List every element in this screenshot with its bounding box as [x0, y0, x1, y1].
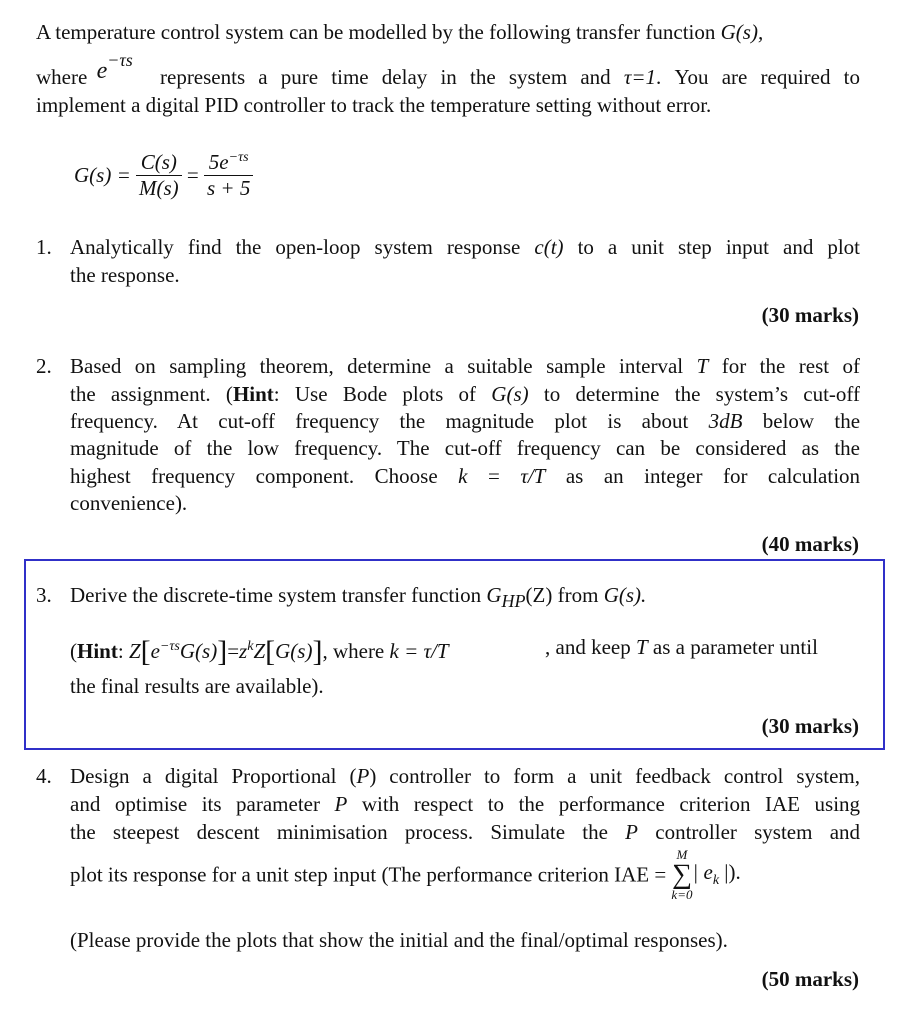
q1-number: 1. — [36, 235, 52, 259]
q3-hint-z-power: k — [247, 639, 254, 654]
tf-numerator-2 — [204, 150, 253, 175]
intro-line-2 — [36, 50, 133, 92]
q2-text-2a: the assignment. ( — [70, 382, 233, 406]
q4-sum-lower: k=0 — [671, 887, 693, 902]
q2-text-5b: as an integer for calculation — [565, 464, 861, 488]
q2-hint: Hint — [232, 382, 274, 406]
q3-Z: (Z) — [525, 583, 553, 607]
q3-marks: (30 marks) — [761, 714, 859, 738]
q3-text-1a: Derive the discrete-time system transfer function — [70, 583, 482, 607]
q3-hint-Z2: Z — [253, 639, 266, 663]
q4-text-2a: and optimise its parameter — [70, 792, 320, 816]
q2-text-3a: frequency. At cut-off frequency the magnitude plot is about — [70, 409, 689, 433]
q2-text-2b: : Use Bode plots of — [273, 382, 477, 406]
q3-hint-where: , where — [322, 639, 385, 663]
q2-equals: = — [487, 464, 500, 488]
q3-line-1 — [70, 582, 646, 615]
tf-fraction-1 — [136, 150, 182, 201]
tf-num2-power: −τs — [228, 150, 249, 165]
intro-where: where — [36, 65, 88, 89]
q1-line-2: the response. — [70, 263, 180, 287]
intro-exp-base: e — [96, 58, 108, 84]
intro-text-2a: represents a pure time delay in the system and — [160, 65, 611, 89]
q2-3db: 3dB — [708, 409, 743, 433]
tf-equals: = — [186, 163, 199, 187]
q3-hint-equals: = — [227, 639, 240, 663]
q2-ratio: τ/T — [520, 464, 546, 488]
q4-sum-subscript: k — [712, 873, 720, 889]
q4-P-2: P — [334, 792, 348, 816]
q2-text-2c: to determine the system’s cut-off — [543, 382, 861, 406]
q4-text-4a: plot its response for a unit step input (The performance criterion IAE = — [70, 862, 667, 887]
q3-G: G — [486, 583, 502, 607]
q1-text-1b: to a unit step input and plot — [577, 235, 861, 259]
q4-text-1b: ) controller to form a unit feedback control system, — [369, 764, 860, 788]
q4-P-1: P — [356, 764, 370, 788]
q3-line-3: the final results are available). — [70, 674, 324, 698]
q1-marks: (30 marks) — [761, 303, 859, 327]
q4-line-1 — [70, 763, 860, 790]
q4-marks: (50 marks) — [761, 967, 859, 991]
q4-sum-term: | e — [692, 860, 713, 885]
q3-hint-colon: : — [117, 639, 124, 663]
q2-line-6: convenience). — [70, 491, 188, 515]
transfer-function — [74, 150, 253, 201]
tf-fraction-2 — [204, 150, 253, 201]
intro-tau: τ=1 — [623, 65, 657, 89]
q3-hint-tail — [545, 630, 818, 664]
q4-text-3a: the steepest descent minimisation process. Simulate the — [70, 820, 608, 844]
q1-text-1a: Analytically find the open-loop system response — [70, 235, 521, 259]
q4-text-3b: controller system and — [655, 820, 861, 844]
q2-text-3b: below the — [762, 409, 861, 433]
q4-P-3: P — [625, 820, 638, 844]
q4-sum-close: |). — [724, 860, 741, 885]
q4-line-2 — [70, 791, 860, 818]
q3-hint-e: e — [150, 639, 160, 663]
q3-hint-Z1: Z — [128, 639, 141, 663]
tf-numerator-1: C(s) — [140, 150, 177, 174]
q2-line-5 — [70, 463, 860, 490]
q4-number: 4. — [36, 764, 52, 788]
q2-line-2 — [70, 381, 860, 408]
q1-line-1 — [70, 234, 860, 261]
q4-text-1a: Design a digital Proportional ( — [70, 764, 357, 788]
tf-denominator-1: M(s) — [136, 175, 182, 201]
q3-hint-k-eq: k = τ/T — [389, 639, 449, 663]
intro-exp-power: −τs — [107, 50, 133, 70]
q4-text-2b: with respect to the performance criterion IAE using — [361, 792, 861, 816]
q3-hint-e-power: −τs — [159, 639, 180, 654]
q1-function: c(t) — [534, 235, 564, 259]
q2-number: 2. — [36, 354, 52, 378]
q2-text-1a: Based on sampling theorem, determine a suitable sample interval — [70, 354, 684, 378]
tf-denominator-2: s + 5 — [204, 175, 253, 201]
q4-sum-symbol: ∑ — [671, 859, 692, 890]
q4-line-4 — [70, 848, 741, 902]
q3-G-subscript: HP — [501, 591, 526, 612]
q2-k: k — [458, 464, 468, 488]
intro-line-2b — [160, 64, 860, 91]
q3-hint-line: (Hint: $Z[e^{-\tau s}G(s)]=z^kZ[G(s)]$, where k = τ/T — [70, 635, 449, 668]
q3-hint-Gs2: G(s) — [275, 639, 313, 663]
q4-line-3 — [70, 819, 860, 846]
intro-line-1 — [36, 19, 763, 46]
q3-hint-z: z — [239, 639, 248, 663]
tf-lhs: G(s) = — [74, 163, 131, 187]
intro-text-2b: . You are required to — [656, 65, 860, 89]
q2-marks: (40 marks) — [761, 532, 859, 556]
q3-number: 3. — [36, 583, 52, 607]
q2-T: T — [696, 354, 709, 378]
q3-function: G(s). — [603, 583, 647, 607]
q4-sum-upper: M — [676, 847, 688, 862]
q3-hint-T: T — [635, 635, 648, 659]
q3-hint-tail-text2: as a parameter until — [652, 635, 818, 659]
q4-sum — [671, 848, 692, 902]
q3-text-1b: from — [557, 583, 599, 607]
q3-hint: Hint — [77, 639, 118, 663]
q3-hint-open: ( — [70, 639, 77, 663]
q3-hint-Gs: G(s) — [179, 639, 218, 663]
q2-text-1b: for the rest of — [721, 354, 861, 378]
intro-text-1: A temperature control system can be modelled by the following transfer function — [36, 20, 716, 44]
q2-line-4: magnitude of the low frequency. The cut-off frequency can be considered as the — [70, 436, 860, 460]
tf-num2-coef: 5e — [208, 150, 229, 174]
intro-function: G(s), — [720, 20, 764, 44]
q2-line-1 — [70, 353, 860, 380]
q2-line-3 — [70, 408, 860, 435]
intro-line-3: implement a digital PID controller to track the temperature setting without error. — [36, 93, 712, 117]
q4-line-5: (Please provide the plots that show the initial and the final/optimal responses). — [70, 928, 728, 952]
q3-hint-tail-text: , and keep — [545, 635, 631, 659]
q2-text-5a: highest frequency component. Choose — [70, 464, 438, 488]
q2-function: G(s) — [491, 382, 529, 406]
